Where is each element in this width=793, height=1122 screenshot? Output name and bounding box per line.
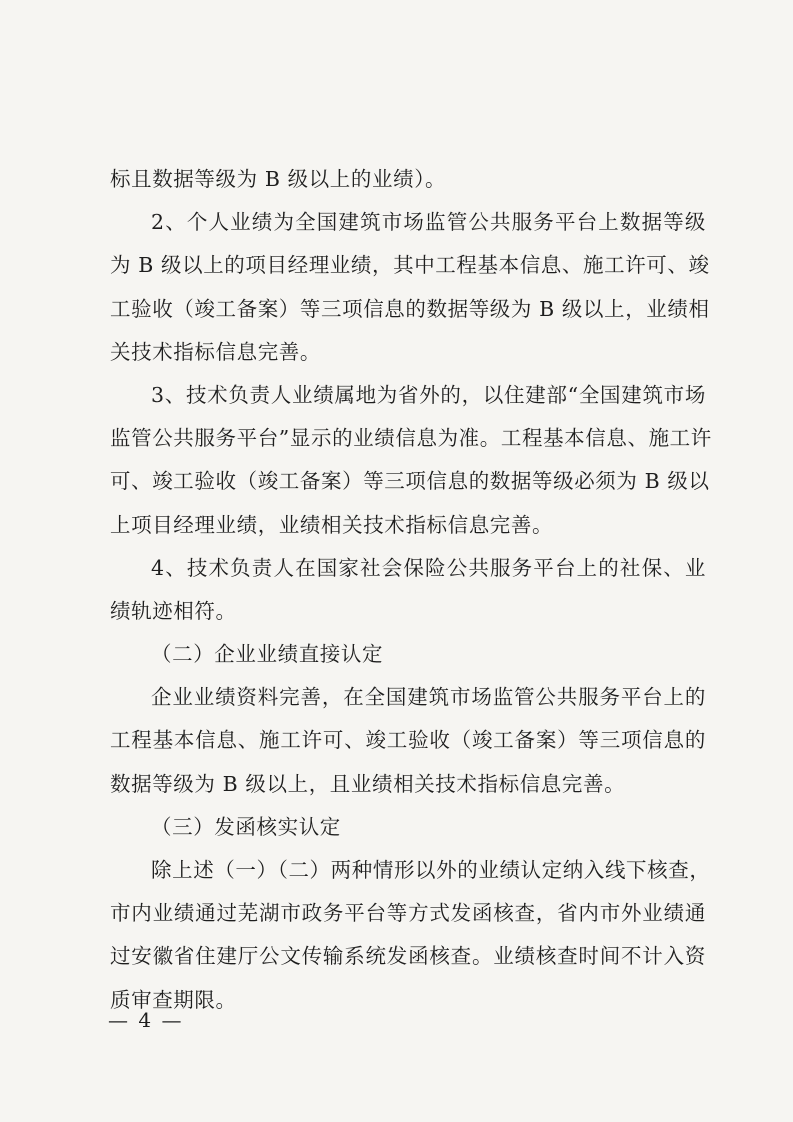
text-line: 2、个人业绩为全国建筑市场监管公共服务平台上数据等级 xyxy=(151,210,706,235)
section-heading: （三）发函核实认定 xyxy=(151,814,341,839)
text-line: 绩轨迹相符。 xyxy=(110,598,237,623)
text-line: 工验收（竣工备案）等三项信息的数据等级为 B 级以上，业绩相 xyxy=(110,296,710,321)
text-line: 市内业绩通过芜湖市政务平台等方式发函核查，省内市外业绩通 xyxy=(110,901,706,926)
text-line: 工程基本信息、施工许可、竣工验收（竣工备案）等三项信息的 xyxy=(110,728,706,753)
text-line: 3、技术负责人业绩属地为省外的，以住建部“全国建筑市场 xyxy=(151,382,706,407)
text-line: 数据等级为 B 级以上，且业绩相关技术指标信息完善。 xyxy=(110,771,626,796)
text-line: 企业业绩资料完善，在全国建筑市场监管公共服务平台上的 xyxy=(151,685,706,710)
section-heading: （二）企业业绩直接认定 xyxy=(151,642,384,667)
text-line: 标且数据等级为 B 级以上的业绩）。 xyxy=(110,167,447,191)
text-line: 4、技术负责人在国家社会保险公共服务平台上的社保、业 xyxy=(151,555,706,580)
text-line: 关技术指标信息完善。 xyxy=(110,339,321,364)
text-line: 上项目经理业绩，业绩相关技术指标信息完善。 xyxy=(110,512,554,537)
text-line: 监管公共服务平台”显示的业绩信息为准。工程基本信息、施工许 xyxy=(110,426,712,451)
text-line: 质审查期限。 xyxy=(110,987,237,1012)
text-line: 过安徽省住建厅公文传输系统发函核查。业绩核查时间不计入资 xyxy=(110,944,706,969)
text-line: 可、竣工验收（竣工备案）等三项信息的数据等级必须为 B 级以 xyxy=(110,469,710,494)
document-body xyxy=(110,158,712,1022)
text-line: 除上述（一）（二）两种情形以外的业绩认定纳入线下核查， xyxy=(151,858,711,882)
page-number: — 4 — xyxy=(108,1008,184,1032)
text-line: 为 B 级以上的项目经理业绩，其中工程基本信息、施工许可、竣 xyxy=(110,253,710,278)
